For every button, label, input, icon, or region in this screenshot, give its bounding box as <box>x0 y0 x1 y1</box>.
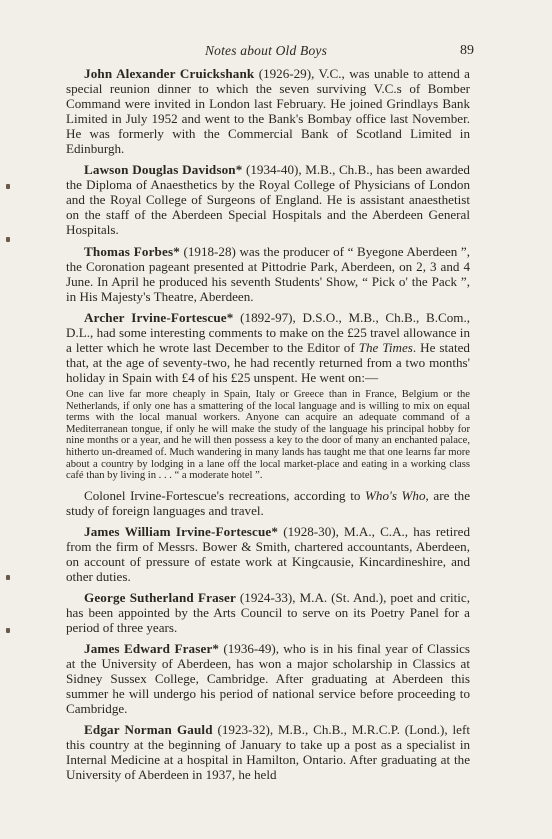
block-quote: One can live far more cheaply in Spain, Italy or Greece than in France, Belgium or the Netherlands, if only one has a smattering of the local language and is willing to mix on equal terms with the local manual workers. Anyone can acquire an adequate command of a Mediterranean tongue, if only he will make the study of the language his principal hobby for nine months or a year, and he will then possess a key to the door of many an enchanted palace, hitherto un-dreamed of. Much wandering in many lands has taught me that one learns far more about a country by lodging in a lane off the local market-place and eating in a working class café than by living in . . . “ a moderate hotel ”. <box>66 388 470 482</box>
reference-title: Who's Who <box>365 487 426 503</box>
entry-text: (1926-29), V.C., was unable to attend a special reunion dinner to which the seven surviving V.C.s of Bomber Command were invited in London last February. He joined Grindlays Bank Limited in July 1952 and went to the Bank's Bombay office last November. He was formerly with the Commercial Bank of Scotland Limited in Edinburgh. <box>66 66 470 157</box>
entry-text: (1892-97), D.S.O., M.B., Ch.B., B.Com., D.L., had some interesting comments to make on the £25 travel allowance in a letter which he wrote last December to the Editor of <box>66 309 470 355</box>
entry-text: (1936-49), who is in his final year of Classics at the University of Aberdeen, has won a major scholarship in Classics at Sidney Sussex College, Cambridge. After graduating at Aberdeen this summer he will undergo his period of national service before proceeding to Cambridge. <box>66 641 470 717</box>
page-body <box>66 66 470 789</box>
entry-name: James William Irvine-Fortescue* <box>84 523 279 539</box>
entry-gauld <box>66 722 470 782</box>
entry-name: James Edward Fraser* <box>84 641 220 657</box>
entry-text-continued: , are the study of foreign languages and travel. <box>66 487 471 518</box>
entry-davidson <box>66 162 470 237</box>
entry-name: Archer Irvine-Fortescue* <box>84 309 234 325</box>
page-header <box>64 43 474 63</box>
entry-recreations <box>66 488 470 518</box>
entry-cruickshank <box>66 66 470 156</box>
page-number: 89 <box>460 43 474 58</box>
entry-text: (1923-32), M.B., Ch.B., M.R.C.P. (Lond.), left this country at the beginning of January to take up a post as a specialist in Internal Medicine at a hospital in Hamilton, Ontario. After graduating at the University of Aberdeen in 1937, he held <box>66 722 470 783</box>
newspaper-title: The Times <box>358 339 413 355</box>
entry-james-irvine-fortescue <box>66 524 470 584</box>
entry-archer-irvine-fortescue <box>66 310 470 385</box>
entry-forbes <box>66 244 470 304</box>
entry-text: Colonel Irvine-Fortescue's recreations, according to <box>84 487 366 503</box>
entry-name: Lawson Douglas Davidson* <box>84 162 243 178</box>
entry-text-continued: . He stated that, at the age of seventy-two, he had recently returned from a two months' holiday in Spain with £4 of his £25 unspent. He went on:— <box>66 339 470 385</box>
margin-mark <box>6 575 10 580</box>
running-title: Notes about Old Boys <box>204 43 328 58</box>
margin-mark <box>6 628 10 633</box>
entry-name: George Sutherland Fraser <box>84 589 236 605</box>
entry-text: (1918-28) was the producer of “ Byegone Aberdeen ”, the Coronation pageant presented at Pittodrie Park, Aberdeen, on 2, 3 and 4 June. In April he produced his seventh Students' Show, “ Pick o' the Pack ”, in His Majesty's Theatre, Aberdeen. <box>66 243 470 304</box>
entry-name: John Alexander Cruickshank <box>84 66 255 81</box>
entry-name: Thomas Forbes* <box>84 243 180 259</box>
entry-text: (1934-40), M.B., Ch.B., has been awarded the Diploma of Anaesthetics by the Royal College of Physicians of London and the Royal College of Surgeons of England. He is assistant anaesthetist on the staff of the Aberdeen Special Hospitals and the Aberdeen General Hospitals. <box>66 162 470 238</box>
entry-name: Edgar Norman Gauld <box>84 722 213 738</box>
entry-text: (1924-33), M.A. (St. And.), poet and critic, has been appointed by the Arts Council to serve on its Poetry Panel for a period of three years. <box>66 589 470 636</box>
margin-mark <box>6 184 10 189</box>
margin-mark <box>6 237 10 242</box>
entry-text: (1928-30), M.A., C.A., has retired from the firm of Messrs. Bower & Smith, chartered accountants, Aberdeen, on account of pressure of estate work at Kingcausie, Kincardineshire, and other duties. <box>66 523 470 584</box>
entry-george-fraser <box>66 590 470 635</box>
entry-james-fraser <box>66 641 470 716</box>
